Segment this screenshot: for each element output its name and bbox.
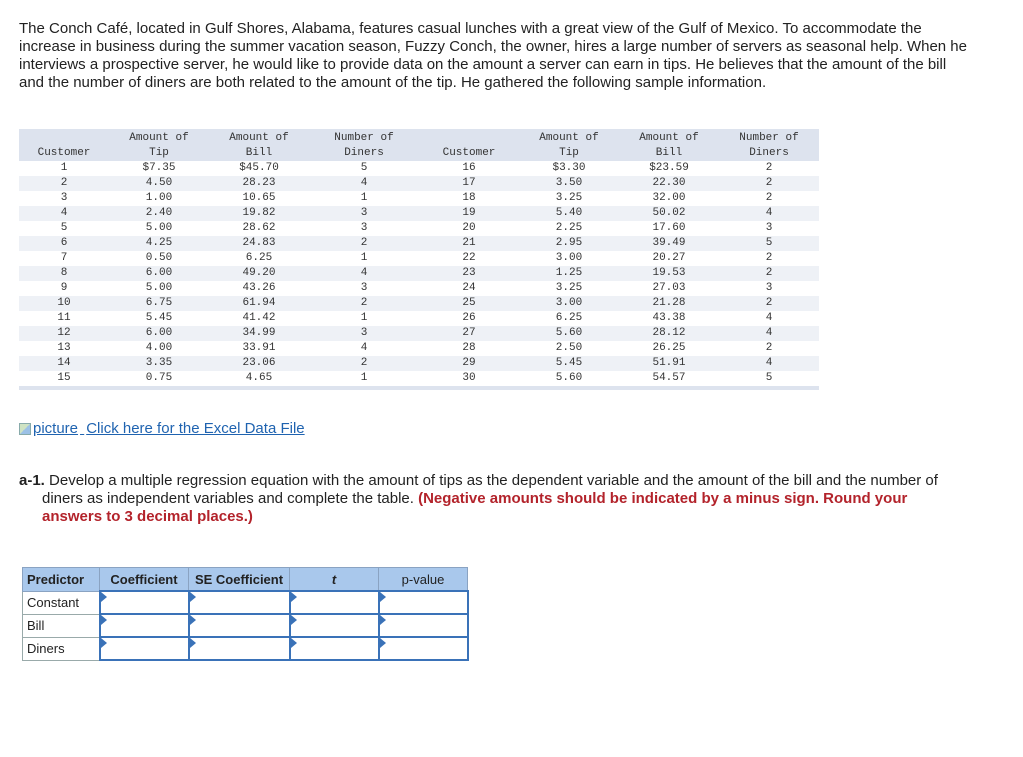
table-cell: 5.45 bbox=[145, 312, 173, 324]
coefficient-input[interactable] bbox=[101, 616, 188, 635]
header-coefficient: Coefficient bbox=[100, 568, 189, 592]
table-cell: 19 bbox=[419, 206, 519, 221]
answer-cell bbox=[290, 614, 379, 637]
excel-link-alt: picture bbox=[33, 420, 79, 437]
excel-data-link[interactable] bbox=[19, 420, 305, 437]
table-cell: 5 bbox=[719, 236, 819, 251]
table-cell: 0.75 bbox=[145, 372, 173, 384]
table-cell: 19.82 bbox=[209, 206, 309, 221]
table-cell: 3.25 bbox=[555, 282, 583, 294]
table-cell: 7 bbox=[60, 252, 68, 264]
table-cell: 20.27 bbox=[652, 252, 686, 264]
answer-row bbox=[23, 637, 468, 660]
table-cell: 1 bbox=[360, 372, 368, 384]
table-cell: 3 bbox=[765, 282, 773, 294]
table-cell: 2 bbox=[765, 192, 773, 204]
table-cell: 28.12 bbox=[619, 326, 719, 341]
table-cell: 2.25 bbox=[555, 222, 583, 234]
se-coefficient-input[interactable] bbox=[190, 639, 289, 658]
table-cell: 8 bbox=[19, 266, 109, 281]
table-cell: 3.35 bbox=[109, 356, 209, 371]
table-cell: 1 bbox=[360, 312, 368, 324]
table-cell: 17 bbox=[419, 176, 519, 191]
table-cell: 51.91 bbox=[619, 356, 719, 371]
table-cell: 1 bbox=[360, 252, 368, 264]
table-cell: 5.00 bbox=[145, 282, 173, 294]
t-input[interactable] bbox=[291, 639, 378, 658]
table-cell: 5 bbox=[360, 162, 368, 174]
table-cell: 10.65 bbox=[242, 192, 276, 204]
table-cell: 3 bbox=[309, 326, 419, 341]
table-cell: 2.40 bbox=[109, 206, 209, 221]
header-cell: Amount of Bill bbox=[209, 129, 309, 161]
table-cell: 23 bbox=[419, 266, 519, 281]
table-row bbox=[19, 371, 819, 386]
table-cell: 15 bbox=[57, 372, 71, 384]
table-cell: 0.50 bbox=[145, 252, 173, 264]
table-cell: 4 bbox=[765, 312, 773, 324]
table-cell: 2 bbox=[309, 356, 419, 371]
table-cell: 28.62 bbox=[242, 222, 276, 234]
table-cell: 4.25 bbox=[109, 236, 209, 251]
header-predictor: Predictor bbox=[23, 568, 100, 592]
table-row bbox=[19, 341, 819, 356]
table-cell: 24.83 bbox=[209, 236, 309, 251]
table-cell: 2 bbox=[309, 236, 419, 251]
answer-cell bbox=[100, 591, 189, 614]
table-cell: 6.25 bbox=[555, 312, 583, 324]
table-cell: 5.60 bbox=[519, 326, 619, 341]
table-cell: 13 bbox=[57, 342, 71, 354]
table-cell: 2 bbox=[765, 252, 773, 264]
table-cell: 23.06 bbox=[209, 356, 309, 371]
table-cell: 5.60 bbox=[555, 372, 583, 384]
table-cell: 18 bbox=[462, 192, 476, 204]
table-row bbox=[19, 311, 819, 326]
answer-cell bbox=[290, 591, 379, 614]
table-cell: 19.53 bbox=[619, 266, 719, 281]
table-cell: 49.20 bbox=[209, 266, 309, 281]
table-cell: 29 bbox=[419, 356, 519, 371]
header-cell: Number of Diners bbox=[309, 129, 419, 161]
header-p-value: p-value bbox=[379, 568, 468, 592]
table-cell: 4 bbox=[309, 176, 419, 191]
table-cell: 22 bbox=[462, 252, 476, 264]
table-cell: 28.23 bbox=[209, 176, 309, 191]
header-cell: Customer bbox=[19, 129, 109, 161]
table-cell: 6 bbox=[19, 236, 109, 251]
table-cell: 43.38 bbox=[652, 312, 686, 324]
table-cell: 6.00 bbox=[109, 266, 209, 281]
table-cell: 1 bbox=[360, 192, 368, 204]
table-cell: 54.57 bbox=[652, 372, 686, 384]
table-cell: 12 bbox=[19, 326, 109, 341]
table-cell: 1.00 bbox=[145, 192, 173, 204]
se-coefficient-input[interactable] bbox=[190, 593, 289, 612]
table-cell: 39.49 bbox=[619, 236, 719, 251]
answer-cell bbox=[100, 614, 189, 637]
table-cell: 4.50 bbox=[109, 176, 209, 191]
answer-row bbox=[23, 591, 468, 614]
table-cell: 3.00 bbox=[555, 252, 583, 264]
table-row bbox=[19, 326, 819, 341]
t-input[interactable] bbox=[291, 593, 378, 612]
answer-row-label: Diners bbox=[23, 637, 100, 660]
table-cell: 27 bbox=[419, 326, 519, 341]
table-cell: 14 bbox=[19, 356, 109, 371]
table-cell: 28 bbox=[462, 342, 476, 354]
table-cell: 50.02 bbox=[619, 206, 719, 221]
table-cell: 4 bbox=[719, 206, 819, 221]
regression-answer-table bbox=[22, 567, 469, 661]
answer-cell bbox=[189, 637, 290, 660]
table-cell: 20 bbox=[462, 222, 476, 234]
table-cell: 41.42 bbox=[242, 312, 276, 324]
question-text: Develop a multiple regression equation with the amount of tips as the dependent variable and the amount of the bill and the number of diners as independent variables and complete the table. bbox=[42, 472, 938, 507]
table-cell: $45.70 bbox=[239, 162, 279, 174]
table-row bbox=[19, 281, 819, 296]
table-cell: 32.00 bbox=[652, 192, 686, 204]
question-instruction: (Negative amounts should be indicated by a minus sign. Round your answers to 3 decimal places.) bbox=[42, 490, 908, 525]
coefficient-input[interactable] bbox=[101, 593, 188, 612]
p-value-input[interactable] bbox=[380, 639, 467, 658]
header-cell: Amount of Tip bbox=[109, 129, 209, 161]
table-cell: 61.94 bbox=[209, 296, 309, 311]
table-cell: 2 bbox=[719, 296, 819, 311]
table-cell: $23.59 bbox=[649, 162, 689, 174]
table-cell: 2 bbox=[719, 266, 819, 281]
table-cell: 6.00 bbox=[109, 326, 209, 341]
table-cell: 27.03 bbox=[652, 282, 686, 294]
answer-cell bbox=[189, 614, 290, 637]
table-cell: 24 bbox=[462, 282, 476, 294]
header-t: t bbox=[290, 568, 379, 592]
table-cell: 16 bbox=[462, 162, 476, 174]
data-header-row bbox=[19, 129, 819, 161]
excel-link-label: Click here for the Excel Data File bbox=[86, 420, 305, 437]
header-se-coefficient: SE Coefficient bbox=[189, 568, 290, 592]
table-cell: $7.35 bbox=[142, 162, 176, 174]
table-cell: 2 bbox=[719, 176, 819, 191]
table-cell: 2 bbox=[19, 176, 109, 191]
table-cell: 4 bbox=[19, 206, 109, 221]
table-cell: 4 bbox=[719, 326, 819, 341]
table-cell: 4 bbox=[719, 356, 819, 371]
table-cell: 1 bbox=[60, 162, 68, 174]
answer-cell bbox=[100, 637, 189, 660]
table-cell: 4 bbox=[309, 266, 419, 281]
table-row bbox=[19, 266, 819, 281]
table-cell: 34.99 bbox=[209, 326, 309, 341]
table-cell: 5.40 bbox=[519, 206, 619, 221]
table-cell: 30 bbox=[462, 372, 476, 384]
table-cell: 4.65 bbox=[245, 372, 273, 384]
table-cell: 21.28 bbox=[619, 296, 719, 311]
answer-row bbox=[23, 614, 468, 637]
table-cell: 3.50 bbox=[519, 176, 619, 191]
sample-data-table bbox=[19, 129, 819, 390]
table-cell: 33.91 bbox=[242, 342, 276, 354]
table-cell: 43.26 bbox=[242, 282, 276, 294]
table-row bbox=[19, 191, 819, 206]
answer-cell bbox=[189, 591, 290, 614]
answer-row-label: Constant bbox=[23, 591, 100, 614]
coefficient-input[interactable] bbox=[101, 639, 188, 658]
table-cell: 3 bbox=[765, 222, 773, 234]
table-cell: 11 bbox=[57, 312, 71, 324]
table-cell: 3 bbox=[360, 222, 368, 234]
answer-cell bbox=[379, 614, 468, 637]
table-row bbox=[19, 161, 819, 176]
table-row bbox=[19, 296, 819, 311]
table-cell: 21 bbox=[419, 236, 519, 251]
table-row bbox=[19, 176, 819, 191]
question-a1 bbox=[19, 472, 949, 526]
table-cell: 5 bbox=[765, 372, 773, 384]
answer-cell bbox=[290, 637, 379, 660]
table-cell: 5.00 bbox=[145, 222, 173, 234]
table-row bbox=[19, 206, 819, 221]
p-value-input[interactable] bbox=[380, 616, 467, 635]
table-cell: 5 bbox=[60, 222, 68, 234]
table-cell: 4 bbox=[360, 342, 368, 354]
table-cell: 4.00 bbox=[145, 342, 173, 354]
table-row bbox=[19, 251, 819, 266]
table-cell: 17.60 bbox=[652, 222, 686, 234]
header-cell: Amount of Bill bbox=[619, 129, 719, 161]
table-cell: 25 bbox=[419, 296, 519, 311]
table-cell: 3 bbox=[309, 206, 419, 221]
table-cell: 6.25 bbox=[245, 252, 273, 264]
table-cell: 9 bbox=[60, 282, 68, 294]
table-cell: 2 bbox=[309, 296, 419, 311]
table-cell: 26 bbox=[462, 312, 476, 324]
table-cell: 22.30 bbox=[619, 176, 719, 191]
table-cell: 1.25 bbox=[519, 266, 619, 281]
table-cell: 3.25 bbox=[555, 192, 583, 204]
table-cell: 2 bbox=[765, 342, 773, 354]
table-cell: 2.95 bbox=[519, 236, 619, 251]
table-row bbox=[19, 356, 819, 371]
problem-intro: The Conch Café, located in Gulf Shores, Alabama, features casual lunches with a great view of the Gulf of Mexico. To accommodate the increase in business during the summer vacation season, Fuzzy Conch, the owner, hires a large number of servers as seasonal help. When he interviews a prospective server, he would like to provide data on the amount a server can earn in tips. He believes that the amount of the bill and the number of diners are both related to the amount of the tip. He gathered the following sample information. bbox=[19, 20, 967, 91]
header-cell: Amount of Tip bbox=[519, 129, 619, 161]
header-cell: Customer bbox=[419, 129, 519, 161]
table-cell: $3.30 bbox=[552, 162, 586, 174]
question-number: a-1. bbox=[19, 472, 45, 489]
p-value-input[interactable] bbox=[380, 593, 467, 612]
se-coefficient-input[interactable] bbox=[190, 616, 289, 635]
table-cell: 2.50 bbox=[555, 342, 583, 354]
table-cell: 2 bbox=[765, 162, 773, 174]
answer-cell bbox=[379, 637, 468, 660]
table-cell: 6.75 bbox=[109, 296, 209, 311]
header-cell: Number of Diners bbox=[719, 129, 819, 161]
table-cell: 3 bbox=[60, 192, 68, 204]
table-footer-bar bbox=[19, 386, 819, 390]
answer-row-label: Bill bbox=[23, 614, 100, 637]
picture-icon bbox=[19, 423, 31, 435]
table-cell: 10 bbox=[19, 296, 109, 311]
table-row bbox=[19, 221, 819, 236]
t-input[interactable] bbox=[291, 616, 378, 635]
table-row bbox=[19, 236, 819, 251]
answer-cell bbox=[379, 591, 468, 614]
table-cell: 5.45 bbox=[519, 356, 619, 371]
table-cell: 3 bbox=[360, 282, 368, 294]
table-cell: 26.25 bbox=[652, 342, 686, 354]
table-cell: 3.00 bbox=[519, 296, 619, 311]
